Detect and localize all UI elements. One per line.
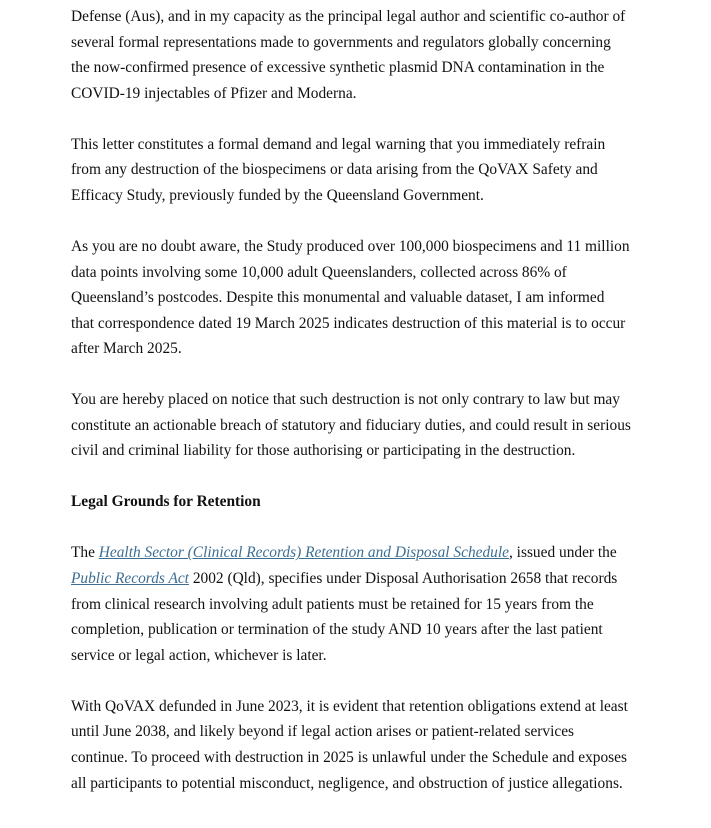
- paragraph-study-dataset: As you are no doubt aware, the Study produced over 100,000 biospecimens and 11 million data points involving some 10,000 adult Queenslanders, collected across 86% of Queensland’s postcodes. Despite this monumental and valuable dataset, I am informed that correspondence dated 19 March 2025 indicates destruction of this material is to occur after March 2025.: [71, 237, 630, 358]
- paragraph-credentials: Defense (Aus), and in my capacity as the principal legal author and scientific co-author of several formal representations made to governments and regulators globally concerning the now-confirmed presence of excessive synthetic plasmid DNA contamination in the COVID-19 injectables of Pfizer and Moderna.: [71, 8, 626, 102]
- link-retention-disposal-schedule[interactable]: Health Sector (Clinical Records) Retention and Disposal Schedule: [98, 544, 509, 562]
- paragraph-text-rest: 2002 (Qld), specifies under Disposal Authorisation 2658 that records from clinical research involving adult patients must be retained for 15 years from the completion, publication or termination of the study AND 10 years after the last patient service or legal action, whichever is later.: [71, 570, 618, 664]
- section-heading-legal-grounds: Legal Grounds for Retention: [71, 493, 261, 511]
- paragraph-formal-demand: This letter constitutes a formal demand and legal warning that you immediately refrain from any destruction of the biospecimens or data arising from the QoVAX Safety and Efficacy Study, previously funded by the Queensland Government.: [71, 135, 606, 204]
- paragraph-text-mid: , issued under the: [508, 544, 617, 562]
- paragraph-text-lead: The: [71, 544, 99, 562]
- letter-body: [71, 4, 631, 822]
- link-public-records-act[interactable]: Public Records Act: [71, 570, 189, 588]
- paragraph-retention-schedule: [71, 540, 631, 668]
- paragraph-retention-obligations: With QoVAX defunded in June 2023, it is evident that retention obligations extend at least until June 2038, and likely beyond if legal action arises or patient-related services continue. To proceed with destruction in 2025 is unlawful under the Schedule and exposes all participants to potential misconduct, negligence, and obstruction of justice allegations.: [71, 697, 628, 792]
- paragraph-notice-of-liability: You are hereby placed on notice that such destruction is not only contrary to law but may constitute an actionable breach of statutory and fiduciary duties, and could result in serious civil and criminal liability for those authorising or participating in the destruction.: [71, 391, 631, 460]
